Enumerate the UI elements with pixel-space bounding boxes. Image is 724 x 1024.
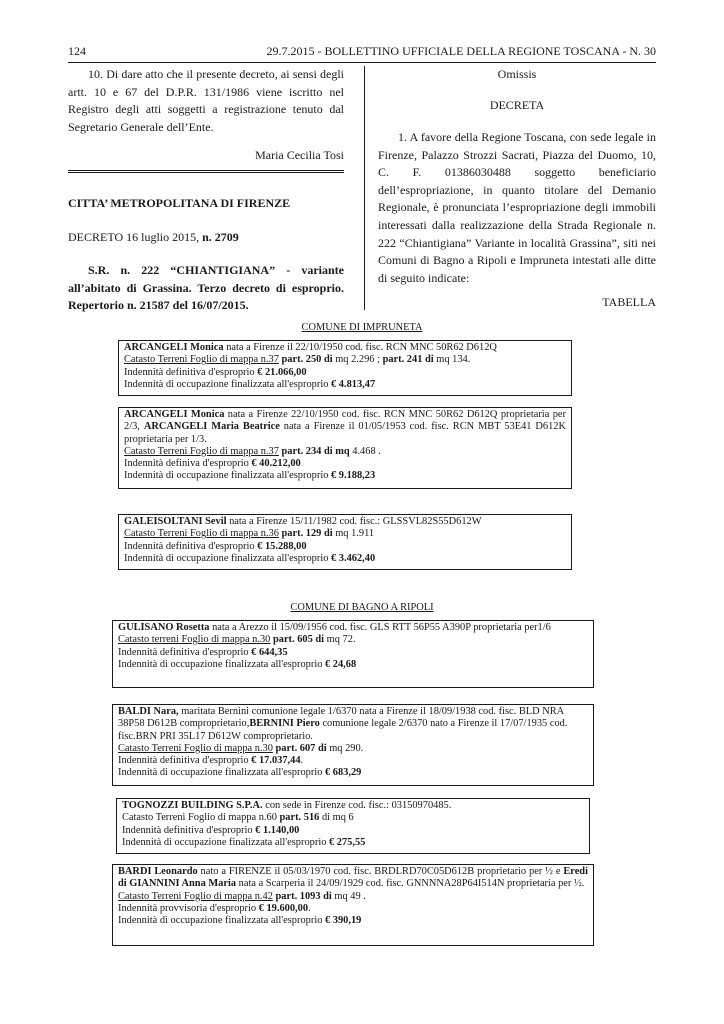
record-baldi-nara-bernini-piero: BALDI Nara, maritata Bernini comunione legale 1/6370 nata a Firenze il 18/09/1938 cod. fisc. BLD NRA 38P58 D612B comproprietario,BERNINI Piero comunione legale 2/6370 nato a Firenze il 17/07/1935 cod. fisc.BRN PRI 35L17 D612W comproprietario. Catasto Terreni Foglio di mappa n.30 part. 607 di mq 290. Indennità definitiva d'esproprio € 17.037,44. Indennità di occupazione finalizzata all'esproprio € 683,29 [112, 704, 594, 786]
record-galeisoltani-sevil: GALEISOLTANI Sevil nata a Firenze 15/11/1982 cod. fisc.: GLSSVL82S55D612W Catasto Terreni Foglio di mappa n.36 part. 129 di mq 1.911 Indennità definitiva d'esproprio € 15.288,00 Indennità di occupazione finalizzata all'esproprio € 3.462,40 [118, 514, 572, 570]
page-header [68, 44, 656, 60]
decree-date: DECRETO 16 luglio 2015, [68, 230, 203, 244]
section-separator-2 [68, 172, 344, 173]
page-number: 124 [68, 44, 86, 58]
header-rule [68, 62, 656, 63]
record-arcangeli-monica-maria-beatrice: ARCANGELI Monica nata a Firenze 22/10/1950 cod. fisc. RCN MNC 50R62 D612Q proprietaria per 2/3, ARCANGELI Maria Beatrice nata a Firenze il 01/05/1953 cod. fisc. RCN MBT 53E41 D612K proprietaria per 1/3. Catasto Terreni Foglio di mappa n.37 part. 234 di mq 4.468 . Indennità definiva d'esproprio € 40.212,00 Indennità di occupazione finalizzata all'esproprio € 9.188,23 [118, 407, 572, 489]
section-separator [68, 170, 344, 171]
decree-title [68, 229, 344, 247]
paragraph-1: 1. A favore della Regione Toscana, con sede legale in Firenze, Palazzo Strozzi Sacrati, Piazza del Duomo, 10, C. F. 01386030488 soggetto beneficiario dell’espropriazione, in quanto titolare del Demanio Regionale, è pronunciata l’espropriazione degli immobili interessati dalla realizzazione della Strada Regionale n. 222 “Chiantigiana” Variante in località Grassina”, siti nei Comuni di Bagno a Ripoli e Impruneta intestati alle ditte di seguito indicate: [378, 130, 656, 285]
decreta: DECRETA [489, 98, 545, 112]
decree-number: n. 2709 [202, 230, 239, 244]
record-bardi-leonardo-giannini: BARDI Leonardo nato a FIRENZE il 05/03/1970 cod. fisc. BRDLRD70C05D612B proprietario per ½ e Eredi di GIANNINI Anna Maria nata a Scarperia il 24/09/1929 cod. fisc. GNNNNA28P64I514N proprietaria per ½. Catasto Terreni Foglio di mappa n.42 part. 1093 di mq 49 . Indennità provvisoria d'esproprio € 19.600,00. Indennità di occupazione finalizzata all'esproprio € 390,19 [112, 864, 594, 946]
paragraph-10: 10. Di dare atto che il presente decreto, ai sensi degli artt. 10 e 67 del D.P.R. 131/1986 viene iscritto nel Registro degli atti soggetti a registrazione tenuto dal Segretario Generale dell’Ente. [68, 67, 344, 134]
section-heading-bagno-a-ripoli: COMUNE DI BAGNO A RIPOLI [290, 602, 434, 613]
record-gulisano-rosetta: GULISANO Rosetta nata a Arezzo il 15/09/1956 cod. fisc. GLS RTT 56P55 A390P proprietaria per1/6 Catasto terreni Foglio di mappa n.30 part. 605 di mq 72. Indennità definitiva d'esproprio € 644,35 Indennità di occupazione finalizzata all'esproprio € 24,68 [112, 620, 594, 688]
entity-heading: CITTA’ METROPOLITANA DI FIRENZE [68, 196, 291, 210]
signature: Maria Cecilia Tosi [255, 148, 344, 162]
section-heading-impruneta: COMUNE DI IMPRUNETA [301, 322, 423, 333]
record-arcangeli-monica: ARCANGELI Monica nata a Firenze il 22/10/1950 cod. fisc. RCN MNC 50R62 D612Q Catasto Terreni Foglio di mappa n.37 part. 250 di mq 2.296 ; part. 241 di mq 134. Indennità definitiva d'esproprio € 21.066,00 Indennità di occupazione finalizzata all'esproprio € 4.813,47 [118, 340, 572, 396]
record-tognozzi-building: TOGNOZZI BUILDING S.P.A. con sede in Firenze cod. fisc.: 03150970485. Catasto Terreni Foglio di mappa n.60 part. 516 di mq 6 Indennità definitiva d'esproprio € 1.140,00 Indennità di occupazione finalizzata all'esproprio € 275,55 [116, 798, 590, 854]
omissis: Omissis [497, 67, 537, 81]
bulletin-title: 29.7.2015 - BOLLETTINO UFFICIALE DELLA REGIONE TOSCANA - N. 30 [266, 44, 656, 58]
tabella-label: TABELLA [602, 295, 656, 309]
decree-subject: S.R. n. 222 “CHIANTIGIANA” - variante all’abitato di Grassina. Terzo decreto di esproprio. Repertorio n. 21587 del 16/07/2015. [68, 263, 344, 313]
column-divider [364, 66, 365, 310]
